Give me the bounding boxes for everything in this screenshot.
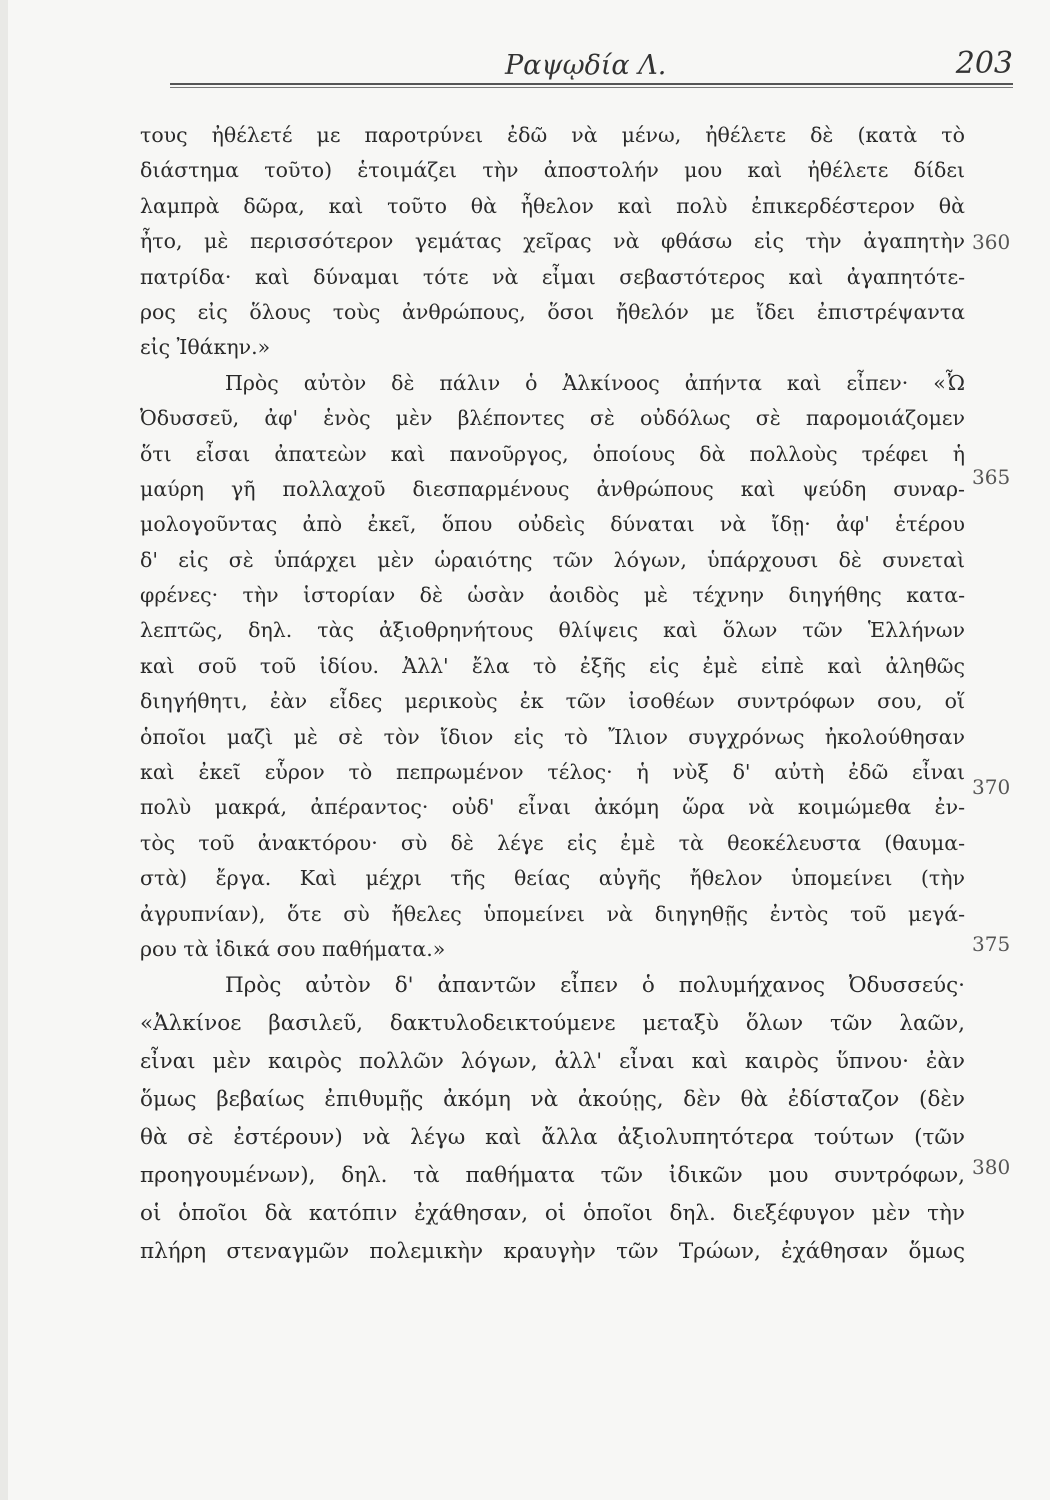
text-line: τὸς τοῦ ἀνακτόρου· σὺ δὲ λέγε εἰς ἐμὲ τὰ θεοκέλευστα (θαυμα- [140,830,965,855]
line-number: 360 [972,230,1011,254]
line-number: 380 [972,1155,1011,1179]
line-number: 365 [972,465,1011,489]
text-line: δ' εἰς σὲ ὑπάρχει μὲν ὡραιότης τῶν λόγων, ὑπάρχουσι δὲ συνεταὶ [140,547,965,572]
text-line: ὅμως βεβαίως ἐπιθυμῇς ἀκόμη νὰ ἀκούῃς, δὲν θὰ ἐδίσταζον (δὲν [140,1087,965,1113]
text-line: προηγουμένων), δηλ. τὰ παθήματα τῶν ἰδικῶν μου συντρόφων, [140,1163,965,1189]
text-line: θὰ σὲ ἐστέρουν) νὰ λέγω καὶ ἄλλα ἀξιολυπητότερα τούτων (τῶν [140,1125,965,1151]
text-line: διάστημα τοῦτο) ἑτοιμάζει τὴν ἀποστολήν μου καὶ ἠθέλετε δίδει [140,158,965,183]
page-edge [0,0,8,1500]
running-title: Ραψῳδία Λ. [505,50,667,81]
text-line: ὁποῖοι μαζὶ μὲ σὲ τὸν ἴδιον εἰς τὸ Ἴλιον συγχρόνως ἠκολούθησαν [140,724,965,749]
text-line: φρένες· τὴν ἱστορίαν δὲ ὡσὰν ἀοιδὸς μὲ τέχνην διηγήθης κατα- [140,583,965,608]
text-line: καὶ ἐκεῖ εὗρον τὸ πεπρωμένον τέλος· ἡ νὺξ δ' αὐτὴ ἐδῶ εἶναι [140,760,965,785]
text-line: στὰ) ἔργα. Καὶ μέχρι τῆς θείας αὐγῆς ἤθελον ὑπομείνει (τὴν [140,866,965,891]
text-line: ἀγρυπνίαν), ὅτε σὺ ἤθελες ὑπομείνει νὰ διηγηθῇς ἐντὸς τοῦ μεγά- [140,901,965,926]
text-line: εἶναι μὲν καιρὸς πολλῶν λόγων, ἀλλ' εἶναι καὶ καιρὸς ὕπνου· ἐὰν [140,1049,965,1075]
text-line: ἦτο, μὲ περισσότερον γεμάτας χεῖρας νὰ φθάσω εἰς τὴν ἀγαπητὴν [140,229,965,254]
text-line: ὅτι εἶσαι ἀπατεὼν καὶ πανοῦργος, ὁποίους δὰ πολλοὺς τρέφει ἡ [140,441,965,466]
paragraph-start-line: Πρὸς αὐτὸν δὲ πάλιν ὁ Ἀλκίνοος ἀπήντα καὶ εἶπεν· «Ὦ [225,370,965,395]
text-line: ρου τὰ ἰδικά σου παθήματα.» [140,936,446,961]
text-line: πολὺ μακρά, ἀπέραντος· οὐδ' εἶναι ἀκόμη ὥρα νὰ κοιμώμεθα ἐν- [140,795,965,820]
text-line: πατρίδα· καὶ δύναμαι τότε νὰ εἶμαι σεβαστότερος καὶ ἀγαπητότε- [140,264,965,289]
text-line: οἱ ὁποῖοι δὰ κατόπιν ἐχάθησαν, οἱ ὁποῖοι δηλ. διεξέφυγον μὲν τὴν [140,1201,965,1227]
text-line: μαύρη γῆ πολλαχοῦ διεσπαρμένους ἀνθρώπους καὶ ψεύδη συναρ- [140,476,965,501]
header-rule [170,83,1013,85]
line-number: 370 [972,775,1011,799]
text-line: «Ἀλκίνοε βασιλεῦ, δακτυλοδεικτούμενε μεταξὺ ὅλων τῶν λαῶν, [140,1011,965,1037]
text-line: ρος εἰς ὅλους τοὺς ἀνθρώπους, ὅσοι ἤθελόν με ἴδει ἐπιστρέψαντα [140,299,965,324]
text-line: εἰς Ἰθάκην.» [140,335,271,360]
text-line: πλήρη στεναγμῶν πολεμικὴν κραυγὴν τῶν Τρώων, ἐχάθησαν ὅμως [140,1239,965,1265]
text-line: διηγήθητι, ἐὰν εἶδες μερικοὺς ἐκ τῶν ἰσοθέων συντρόφων σου, οἵ [140,689,965,714]
text-line: λεπτῶς, δηλ. τὰς ἀξιοθρηνήτους θλίψεις καὶ ὅλων τῶν Ἑλλήνων [140,618,965,643]
text-line: καὶ σοῦ τοῦ ἰδίου. Ἀλλ' ἔλα τὸ ἐξῆς εἰς ἐμὲ εἰπὲ καὶ ἀληθῶς [140,653,965,678]
text-line: τους ἠθέλετέ με παροτρύνει ἐδῶ νὰ μένω, ἠθέλετε δὲ (κατὰ τὸ [140,123,965,147]
header-rule-thin [170,87,1013,88]
body-text [140,118,965,1271]
line-number: 375 [972,932,1011,956]
paragraph-start-line: Πρὸς αὐτὸν δ' ἀπαντῶν εἶπεν ὁ πολυμήχανος Ὀδυσσεύς· [225,973,965,999]
running-header [170,44,1015,92]
page-number: 203 [955,46,1013,81]
text-line: μολογοῦντας ἀπὸ ἐκεῖ, ὅπου οὐδεὶς δύναται νὰ ἴδῃ· ἀφ' ἑτέρου [140,512,965,537]
text-line: λαμπρὰ δῶρα, καὶ τοῦτο θὰ ἦθελον καὶ πολὺ ἐπικερδέστερον θὰ [140,193,965,218]
text-line: Ὀδυσσεῦ, ἀφ' ἑνὸς μὲν βλέποντες σὲ οὐδόλως σὲ παρομοιάζομεν [140,406,965,431]
